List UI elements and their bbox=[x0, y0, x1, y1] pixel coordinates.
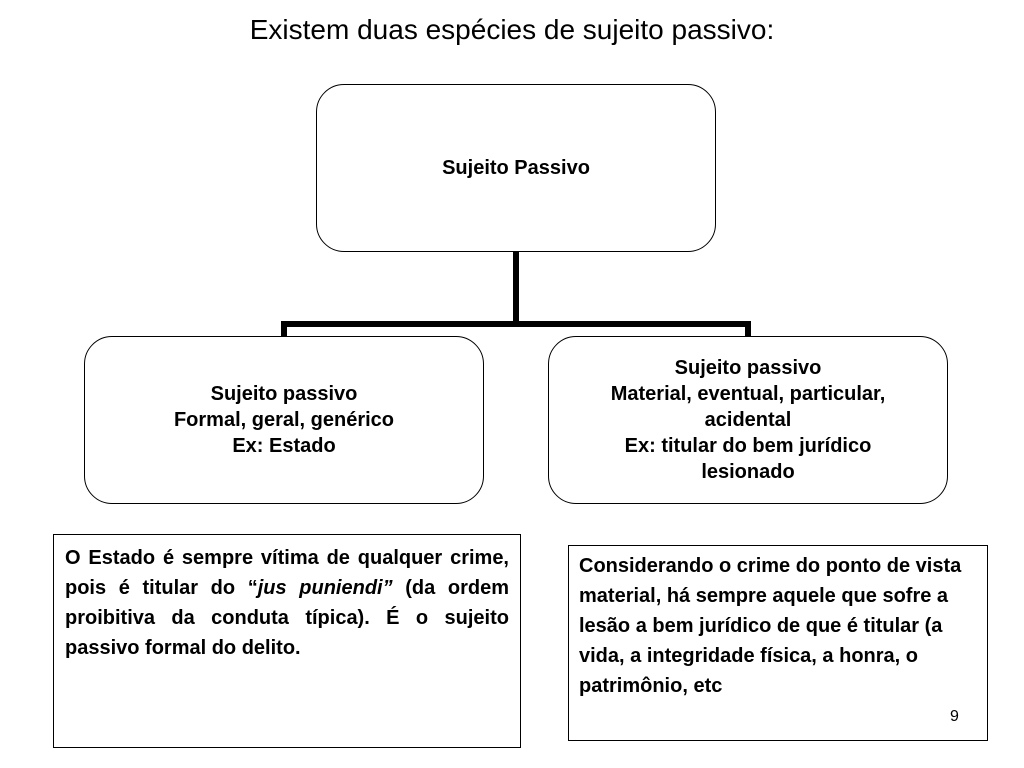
root-node-label: Sujeito Passivo bbox=[442, 157, 590, 179]
child-node-material-line-4: Ex: titular do bem jurídico bbox=[624, 435, 872, 457]
note-formal-subject bbox=[53, 534, 521, 748]
root-node bbox=[316, 84, 716, 252]
connector-right-drop bbox=[745, 321, 751, 337]
note-formal-text-start: O Estado é sempre vítima de qualquer crime, pois é titular do “ bbox=[65, 547, 509, 599]
child-node-material-line-2: Material, eventual, particular, bbox=[610, 383, 886, 405]
child-node-material-line-1: Sujeito passivo bbox=[674, 357, 822, 379]
child-node-formal-line-3: Ex: Estado bbox=[232, 435, 336, 457]
note-formal-latin-term: jus puniendi” bbox=[257, 577, 393, 599]
child-node-formal-line-2: Formal, geral, genérico bbox=[173, 409, 395, 431]
note-formal-text-end: (da ordem proibitiva da conduta típica). É o sujeito passivo formal do delito. bbox=[65, 577, 509, 659]
connector-trunk bbox=[513, 252, 519, 324]
note-material-text: Considerando o crime do ponto de vista material, há sempre aquele que sofre a lesão a bem jurídico de que é titular (a vida, a integridade física, a honra, o patrimônio, etc bbox=[579, 555, 962, 697]
child-node-formal bbox=[84, 336, 484, 504]
child-node-material-line-3: acidental bbox=[704, 409, 792, 431]
page-number: 9 bbox=[950, 708, 959, 725]
connector-left-drop bbox=[281, 321, 287, 337]
child-node-formal-line-1: Sujeito passivo bbox=[210, 383, 358, 405]
note-material-subject bbox=[568, 545, 988, 741]
child-node-material bbox=[548, 336, 948, 504]
connector-crossbar bbox=[281, 321, 751, 327]
child-node-material-line-5: lesionado bbox=[701, 461, 795, 483]
slide-title: Existem duas espécies de sujeito passivo: bbox=[249, 14, 775, 45]
